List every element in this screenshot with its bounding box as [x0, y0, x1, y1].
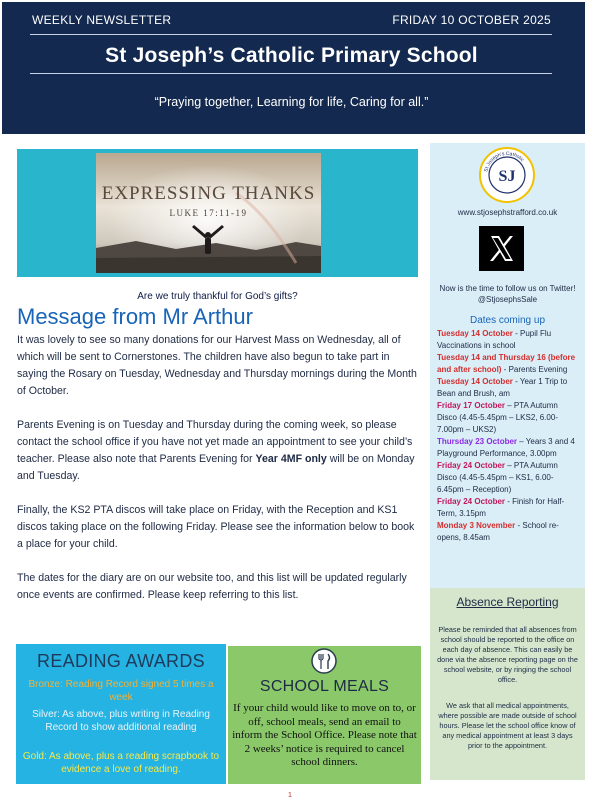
date-item	[437, 436, 580, 460]
header-divider-2	[30, 73, 552, 74]
message-paragraph: It was lovely to see so many donations for our Harvest Mass on Wednesday, all of which will be sent to Cornerstones. The children have also begun to take part in saying the Rosary on Tuesday, Wednesday and Thursday mornings during the Month of October.	[17, 334, 417, 397]
date-item	[437, 352, 580, 376]
message-paragraph	[17, 417, 419, 485]
school-logo	[479, 147, 535, 203]
school-website[interactable]: www.stjosephstrafford.co.uk	[457, 208, 558, 217]
school-name: St Joseph’s Catholic Primary School	[105, 44, 478, 67]
event-description: - Finish for Half-Term, 3.15pm	[437, 497, 565, 518]
message-body	[17, 332, 419, 621]
page-number: 1	[288, 792, 292, 799]
header-divider	[30, 34, 552, 35]
date-item	[437, 328, 580, 352]
gold-award: Gold: As above, plus a reading scrapbook to evidence a love of reading.	[22, 751, 220, 775]
date-item	[437, 496, 580, 520]
message-text: will be on Monday and Tuesday.	[17, 453, 415, 482]
bronze-award: Bronze: Reading Record signed 5 times a week	[28, 679, 214, 703]
school-motto: “Praying together, Learning for life, Caring for all.”	[154, 95, 429, 109]
event-date: Friday 24 October	[437, 461, 506, 470]
event-description: – Years 3 and 4 Playground Performance, 3.00pm	[437, 437, 575, 458]
x-twitter-icon[interactable]	[479, 226, 524, 271]
event-description: - Year 1 Trip to Bean and Brush, am	[437, 377, 568, 398]
event-date: Friday 24 October	[437, 497, 506, 506]
absence-paragraph: We ask that all medical appointments, where possible are made outside of school hours. Please let the school office know of any medical appointment at least 3 days prior to the appointment.	[438, 701, 577, 750]
reading-awards-title: READING AWARDS	[37, 651, 205, 671]
message-paragraph: The dates for the diary are on our website too, and this list will be updated regularly once events are confirmed. Please keep referring to this list.	[17, 572, 407, 601]
event-date: Monday 3 November	[437, 521, 516, 530]
banner-title: EXPRESSING THANKS	[101, 183, 316, 204]
event-date: Tuesday 14 and Thursday 16 (before and after school)	[437, 353, 576, 374]
newsletter-date: FRIDAY 10 OCTOBER 2025	[392, 13, 551, 27]
message-paragraph: Finally, the KS2 PTA discos will take place on Friday, with the Reception and KS1 discos taking place on the following Friday. Please see the information below to book a place for your child.	[17, 504, 415, 550]
message-title: Message from Mr Arthur	[17, 304, 253, 329]
date-item	[437, 376, 580, 400]
event-date: Thursday 23 October	[437, 437, 518, 446]
svg-text:SJ: SJ	[498, 168, 516, 185]
expressing-thanks-image	[96, 153, 321, 273]
absence-paragraph: Please be reminded that all absences from school should be reported to the office on each day of absence. This can easily be done via the absence reporting page on the school website, or by ringing the school office.	[437, 625, 578, 684]
message-text: Parents Evening is on Tuesday and Thursday during the coming week, so please contact the school office if you have not yet made an appointment to see your child’s teacher. Please also note that Parents Evening for	[17, 419, 413, 465]
event-description: – PTA Autumn Disco (4.45-5.45pm – KS1, 6.00-6.45pm – Reception)	[437, 461, 558, 494]
svg-text:St Joseph's Catholic: St Joseph's Catholic	[483, 150, 525, 173]
banner-scripture-reference: LUKE 17:11-19	[169, 208, 248, 218]
reflection-question: Are we truly thankful for God’s gifts?	[137, 291, 298, 302]
dates-heading: Dates coming up	[469, 315, 546, 326]
cutlery-icon	[311, 648, 337, 674]
event-description: - School re-opens, 8.45am	[437, 521, 559, 542]
absence-title: Absence Reporting	[456, 595, 559, 609]
event-date: Tuesday 14 October	[437, 329, 513, 338]
event-date: Tuesday 14 October	[437, 377, 513, 386]
school-meals-title: SCHOOL MEALS	[259, 678, 390, 695]
date-item	[437, 520, 580, 544]
event-description: - Pupil Flu Vaccinations in school	[437, 329, 552, 350]
date-item	[437, 460, 580, 496]
dates-list	[437, 328, 580, 544]
silver-award: Silver: As above, plus writing in Reading Record to show additional reading	[32, 709, 210, 733]
message-emphasis: Year 4MF only	[255, 453, 327, 465]
event-date: Friday 17 October	[437, 401, 506, 410]
newsletter-label: WEEKLY NEWSLETTER	[32, 13, 172, 27]
school-meals-text: If your child would like to move on to, or off, school meals, send an email to inform the School Office. Please note that 2 weeks’ notice is required to cancel school dinners.	[232, 702, 417, 768]
twitter-follow-text: Now is the time to follow us on Twitter! @StjosephsSale	[439, 284, 576, 304]
date-item	[437, 400, 580, 436]
event-description: - Parents Evening	[501, 365, 568, 374]
event-description: – PTA Autumn Disco (4.45-5.45pm – LKS2, 6.00-7.00pm – UKS2)	[437, 401, 558, 434]
